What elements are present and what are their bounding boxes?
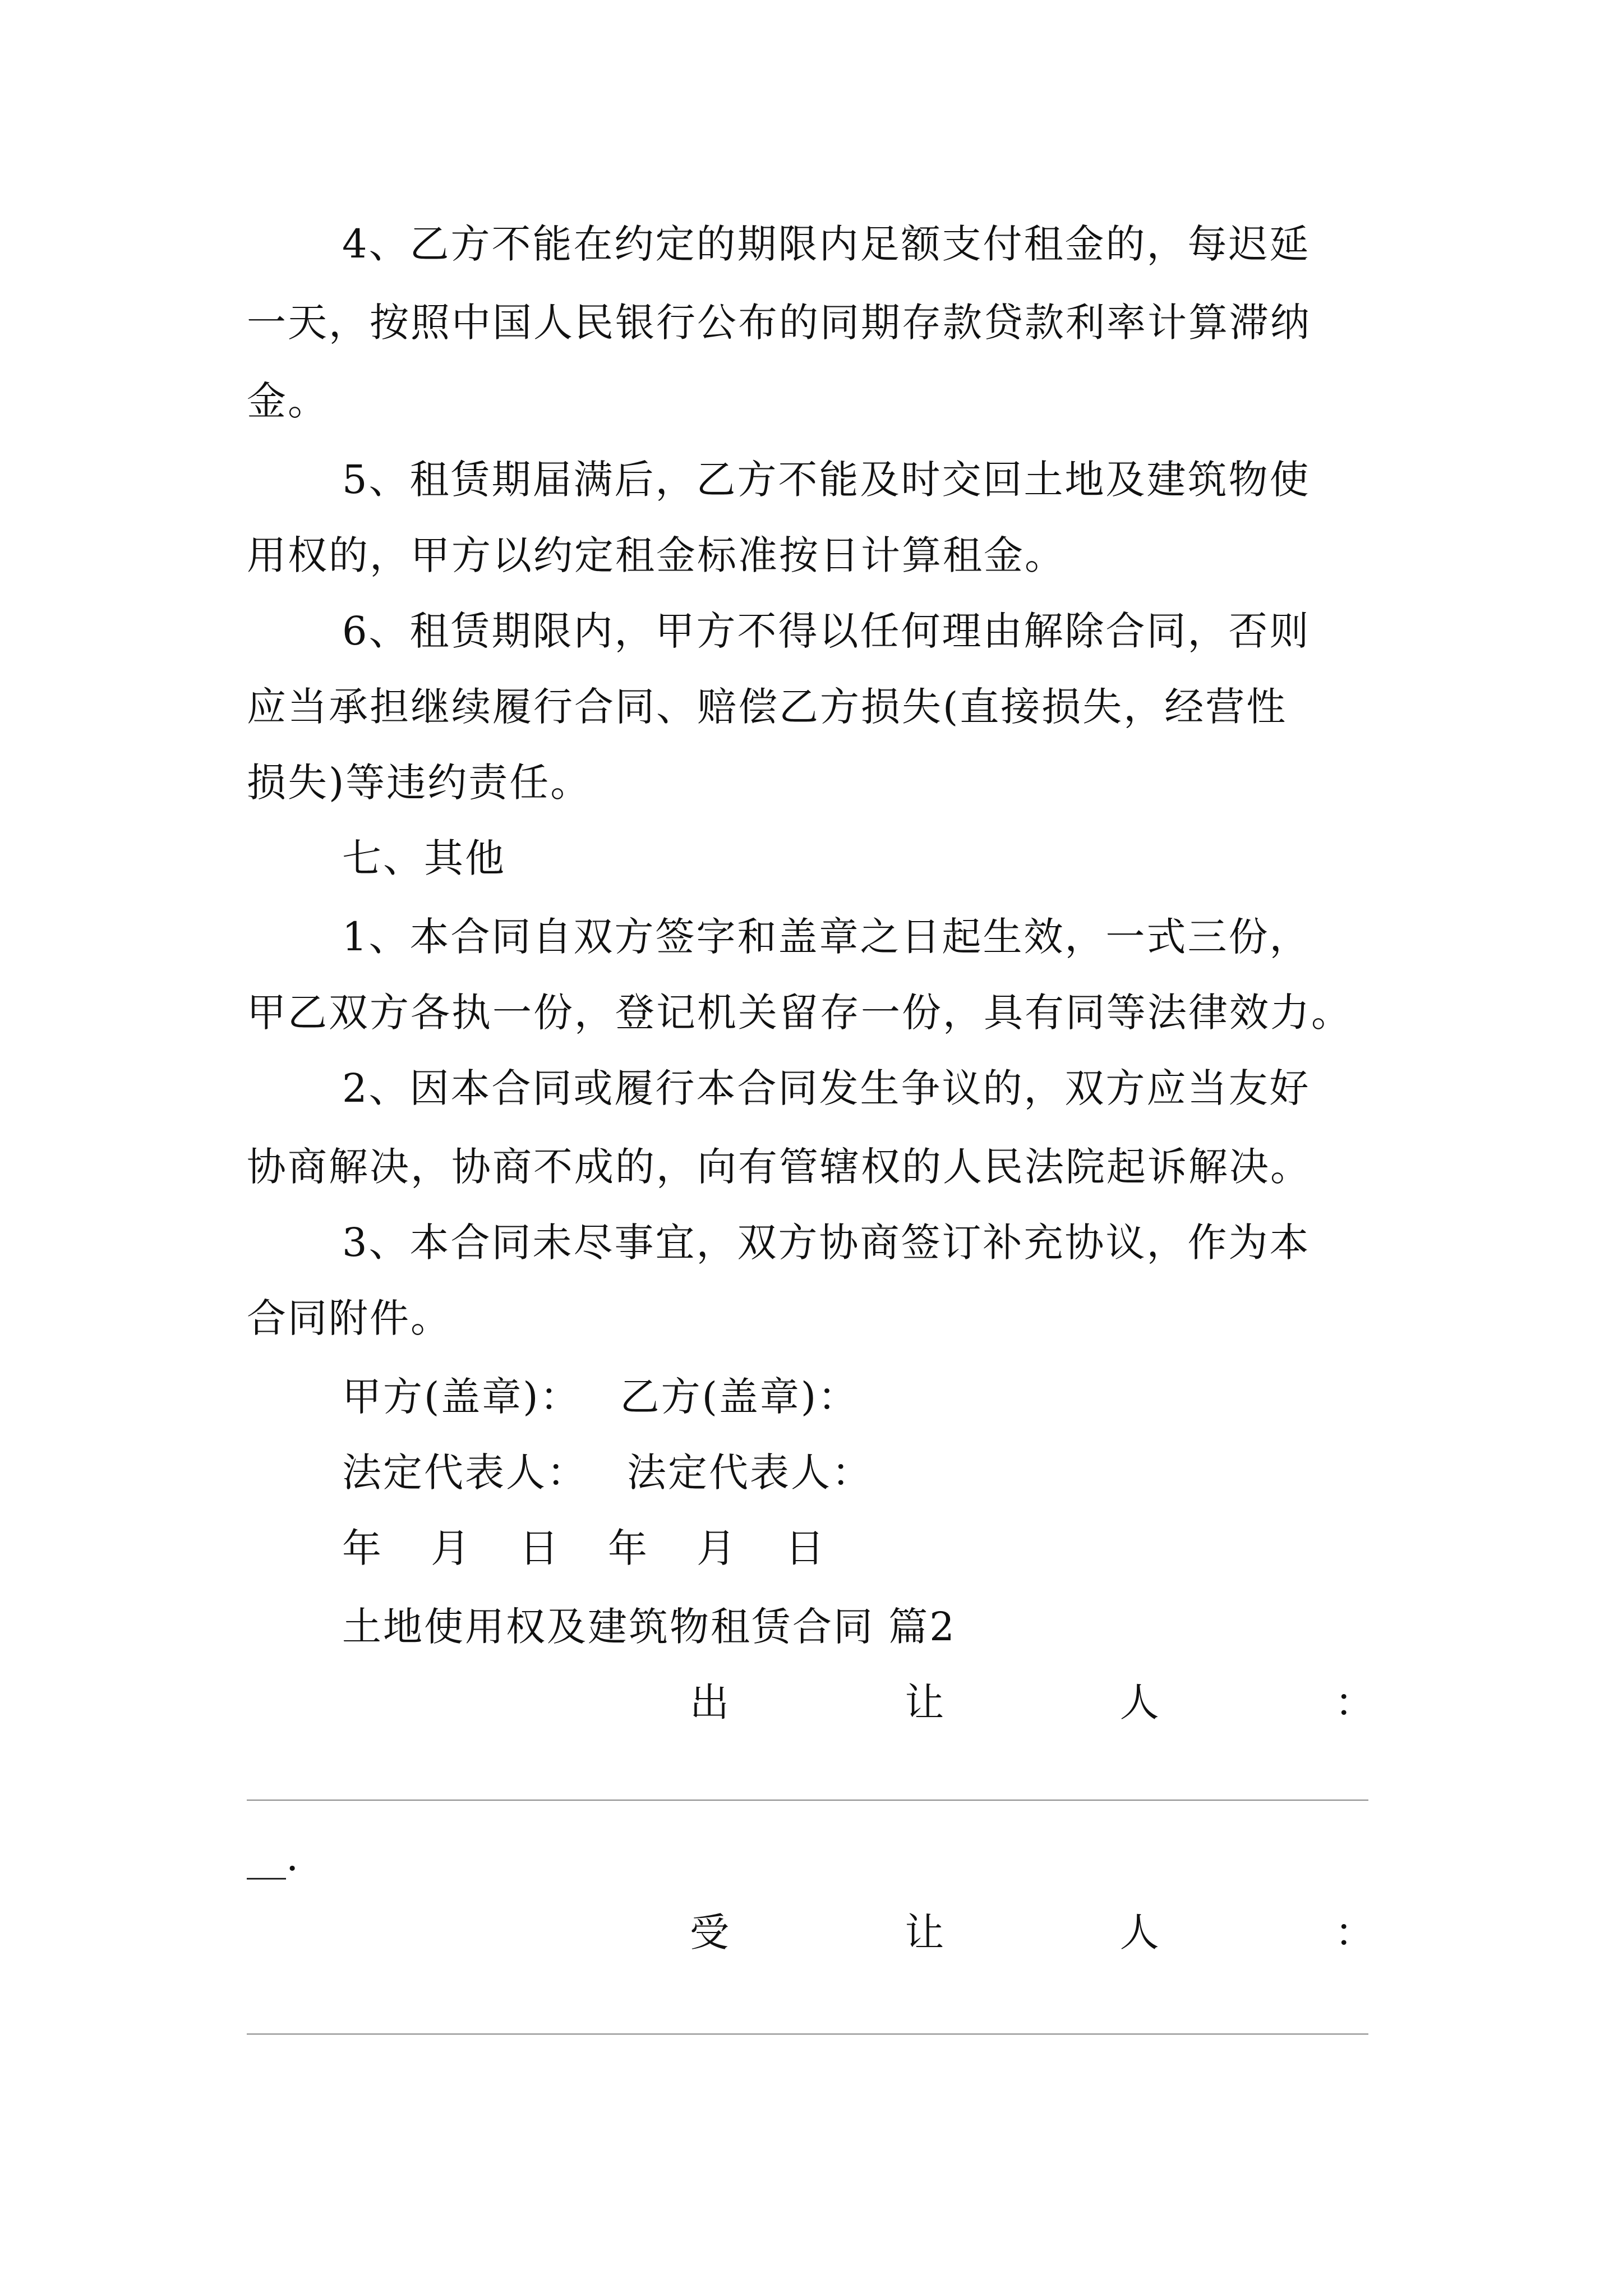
other-2-line-1: 2、因本合同或履行本合同发生争议的，双方应当友好	[342, 1065, 1311, 1111]
clause-5-line-2: 用权的，甲方以约定租金标准按日计算租金。	[247, 532, 1066, 578]
clause-6-line-3: 损失)等违约责任。	[247, 760, 592, 806]
clause-4-line-2: 一天，按照中国人民银行公布的同期存款贷款利率计算滞纳	[247, 300, 1311, 346]
transferor-blank-line	[247, 1800, 1368, 1801]
other-2-line-2: 协商解决，协商不成的，向有管辖权的人民法院起诉解决。	[247, 1144, 1311, 1190]
other-1-line-2: 甲乙双方各执一份，登记机关留存一份，具有同等法律效力。	[247, 990, 1352, 1036]
party-a-seal-label: 甲方(盖章)：	[342, 1374, 581, 1420]
transferor-char-3: 人	[1119, 1680, 1159, 1726]
date-month-a: 月	[431, 1525, 472, 1571]
transferee-char-3: 人	[1119, 1910, 1159, 1955]
transferee-char-2: 让	[905, 1910, 944, 1955]
party-b-seal-label: 乙方(盖章)：	[620, 1374, 859, 1420]
date-year-a: 年	[342, 1525, 383, 1571]
transferor-char-4: ：	[1334, 1680, 1374, 1726]
date-line	[342, 1525, 826, 1571]
transferor-blank-tail: __.	[247, 1834, 299, 1880]
clause-6-line-2: 应当承担继续履行合同、赔偿乙方损失(直接损失，经营性	[247, 684, 1288, 730]
clause-5-line-1: 5、租赁期届满后，乙方不能及时交回土地及建筑物使	[342, 457, 1311, 503]
other-1-line-1: 1、本合同自双方签字和盖章之日起生效，一式三份，	[342, 914, 1311, 960]
transferee-char-1: 受	[690, 1910, 729, 1955]
date-day-a: 日	[519, 1525, 560, 1571]
section-7-heading: 七、其他	[342, 835, 506, 881]
transferee-label	[690, 1910, 1374, 1955]
date-year-b: 年	[608, 1525, 649, 1571]
representative-line	[342, 1450, 873, 1496]
transferee-blank-line	[247, 2033, 1368, 2035]
rep-a-label: 法定代表人：	[342, 1450, 588, 1496]
transferee-char-4: ：	[1334, 1910, 1374, 1955]
other-3-line-1: 3、本合同未尽事宜，双方协商签订补充协议，作为本	[342, 1220, 1311, 1266]
clause-4-line-3: 金。	[247, 378, 329, 424]
transferor-char-2: 让	[905, 1680, 944, 1726]
seal-line	[342, 1374, 859, 1420]
section-2-title: 土地使用权及建筑物租赁合同 篇2	[342, 1604, 956, 1650]
other-3-line-2: 合同附件。	[247, 1295, 451, 1341]
date-month-b: 月	[697, 1525, 737, 1571]
transferor-label	[690, 1680, 1374, 1726]
clause-4-line-1: 4、乙方不能在约定的期限内足额支付租金的，每迟延	[342, 221, 1311, 267]
transferor-char-1: 出	[690, 1680, 729, 1726]
rep-b-label: 法定代表人：	[627, 1450, 873, 1496]
clause-6-line-1: 6、租赁期限内，甲方不得以任何理由解除合同，否则	[342, 608, 1311, 654]
date-day-b: 日	[785, 1525, 826, 1571]
